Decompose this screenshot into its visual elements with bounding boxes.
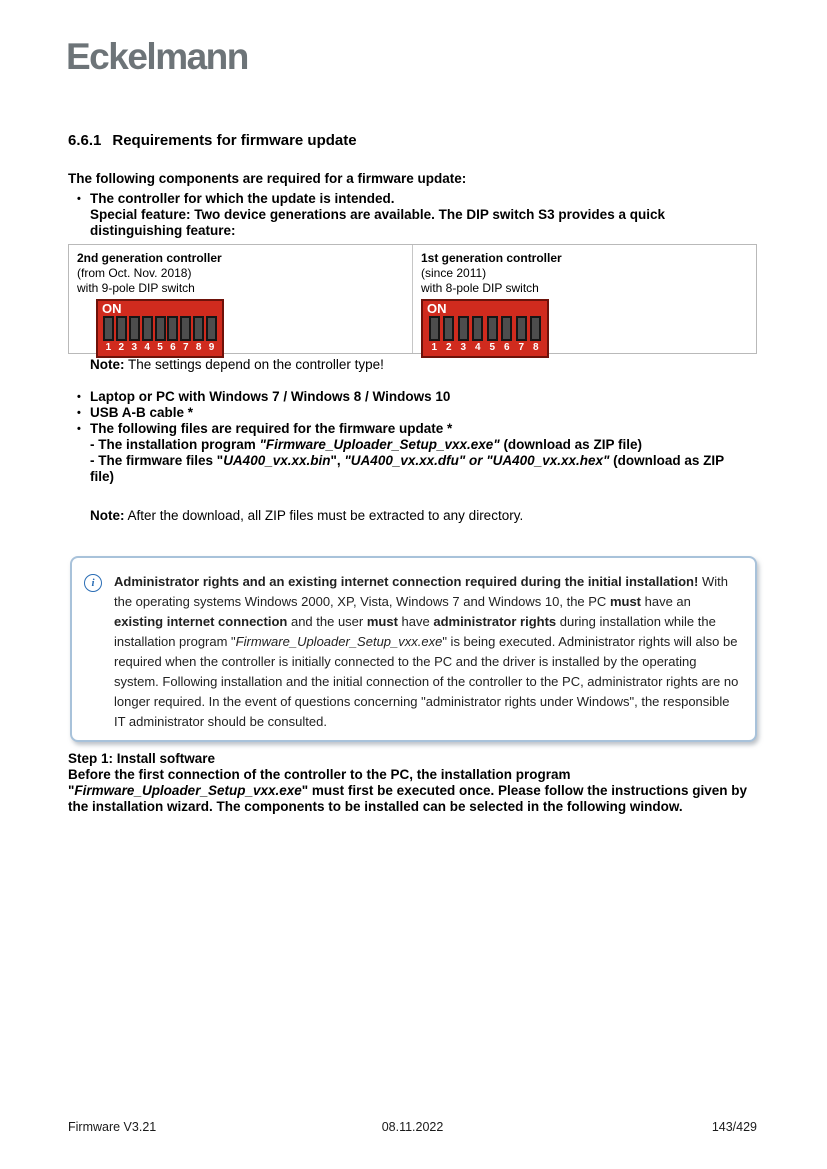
text-run: : Two device generations are available. The DIP switch S3 provides a quick distinguishing feature: [90, 207, 665, 238]
dip-pole-number: 6 [170, 342, 176, 353]
dip-pole [115, 316, 128, 354]
text-run: . Please follow the instructions given by the installation wizard. The components to be installed can be selected in the following window. [68, 783, 748, 814]
text-run: Firmware_Uploader_Setup_vxx.exe [235, 634, 443, 649]
dip-pole-number: 4 [144, 342, 150, 353]
bullet-subline-installer [90, 437, 744, 453]
dip-slot [472, 316, 483, 341]
dip-pole-number: 7 [183, 342, 189, 353]
cell-subtitle: with 9-pole DIP switch [77, 281, 195, 295]
cell-subtitle: (from Oct. Nov. 2018) [77, 266, 192, 280]
text-run: administrator rights [433, 614, 557, 629]
dip-slot [155, 316, 166, 341]
bullet-icon: • [77, 407, 81, 419]
dip-pole-number: 8 [532, 342, 539, 353]
bullet-list-components [68, 191, 744, 239]
dip-pole [456, 316, 471, 354]
footer-firmware-version: Firmware V3.21 [68, 1120, 157, 1134]
bullet-line-1: The controller for which the update is intended. [90, 191, 395, 206]
dip-pole [141, 316, 154, 354]
dip-pole [166, 316, 179, 354]
dip-switch-row [101, 316, 219, 354]
text-run: - The installation program [90, 437, 260, 452]
dip-pole-number: 5 [489, 342, 496, 353]
dip-pole [192, 316, 205, 354]
text-run: "Firmware_Uploader_Setup_vxx.exe" [259, 437, 500, 452]
bullet-text: Laptop or PC with Windows 7 / Windows 8 / Windows 10 [90, 389, 451, 404]
dip-on-label: ON [427, 301, 447, 316]
text-run: (download as ZIP file) [499, 437, 642, 452]
text-run: Special feature [90, 207, 187, 222]
dip-switch-8-pole-image [421, 299, 549, 358]
section-number: 6.6.1 [68, 132, 102, 149]
table-cell-2nd-generation [69, 245, 412, 353]
dip-slot [487, 316, 498, 341]
note-text: The settings depend on the controller type! [124, 357, 384, 372]
text-run: during installation while the installation program " [114, 614, 716, 649]
bullet-icon: • [77, 423, 81, 435]
note-zip-extract [90, 508, 523, 524]
footer-page-number: 143/429 [711, 1120, 758, 1134]
dip-pole [514, 316, 529, 354]
note-text: After the download, all ZIP files must be extracted to any directory. [124, 508, 524, 523]
dip-pole [128, 316, 141, 354]
dip-slot [501, 316, 512, 341]
controller-generation-table [68, 244, 757, 354]
dip-pole [500, 316, 515, 354]
dip-switch-9-pole-image [96, 299, 224, 358]
bullet-subline-firmware-files [90, 453, 744, 485]
dip-pole [471, 316, 486, 354]
dip-pole [442, 316, 457, 354]
info-hint-box [70, 556, 757, 742]
text-run: of the controller to the PC, the installation program " [68, 767, 571, 798]
text-run: (download as ZIP file) [90, 453, 724, 484]
dip-slot [530, 316, 541, 341]
dip-pole-number: 1 [105, 342, 112, 353]
bullet-icon: • [77, 391, 81, 403]
text-run: must [609, 594, 641, 609]
note-controller-type [90, 357, 384, 373]
hint-text [114, 572, 743, 740]
dip-slot [142, 316, 153, 341]
bullet-icon: • [77, 193, 81, 205]
text-run: once [458, 783, 491, 798]
list-item [68, 389, 744, 405]
dip-pole [102, 316, 115, 354]
dip-slot [443, 316, 454, 341]
dip-pole [427, 316, 442, 354]
footer-date: 08.11.2022 [381, 1120, 444, 1134]
eckelmann-logo: Eckelmann [66, 36, 248, 77]
step-paragraph [68, 767, 758, 815]
text-run: " is being executed. Administrator rights will also be required when the controller is initially connected to the PC and the driver is installed by the operating system. Following installation and the initial connection of the controller to the PC, administrator rights are no longer required. In the event of questions concerning "administrator rights under Windows", the responsible IT administrator should be consulted. [114, 634, 739, 729]
dip-on-label: ON [102, 301, 122, 316]
step-1-section [68, 751, 758, 815]
text-run: Before the first connection [68, 767, 240, 782]
text-run: have an [641, 594, 691, 609]
bullet-line-2 [90, 207, 744, 239]
text-run: "UA400_vx.xx.dfu" or "UA400_vx.xx.hex" [344, 453, 610, 468]
dip-slot [516, 316, 527, 341]
dip-slot [116, 316, 127, 341]
intro-line: The following components are required for a firmware update: [68, 171, 467, 186]
bullet-list-requirements [68, 389, 744, 485]
dip-slot [429, 316, 440, 341]
step-heading: Step 1: Install software [68, 751, 216, 766]
text-run: " must first be executed [301, 783, 459, 798]
dip-pole [205, 316, 218, 354]
text-run: With the operating systems Windows 2000, XP, Vista, Windows 7 and Windows 10, the PC [114, 574, 728, 609]
dip-pole-number: 6 [503, 342, 510, 353]
text-run: UA400_vx.xx.bin [223, 453, 331, 468]
list-item [68, 405, 744, 421]
text-run: and the user [287, 614, 367, 629]
page-footer [68, 1120, 757, 1134]
dip-pole-number: 2 [445, 342, 452, 353]
dip-slot [129, 316, 140, 341]
dip-pole-number: 3 [460, 342, 467, 353]
dip-slot [458, 316, 469, 341]
bullet-text: USB A-B cable * [90, 405, 194, 420]
cell-subtitle: (since 2011) [421, 266, 487, 280]
dip-slot [167, 316, 178, 341]
dip-pole-number: 8 [195, 342, 202, 353]
bullet-text: The following files are required for the firmware update * [90, 421, 453, 436]
dip-pole-number: 3 [131, 342, 137, 353]
list-item [68, 191, 744, 239]
text-run: existing internet connection [114, 614, 288, 629]
list-item [68, 421, 744, 485]
text-run: ", [330, 453, 345, 468]
dip-pole-number: 5 [157, 342, 163, 353]
dip-pole-number: 2 [118, 342, 125, 353]
info-icon: i [84, 574, 102, 592]
note-label: Note: [90, 508, 125, 523]
cell-title: 1st generation controller [421, 251, 562, 265]
dip-pole-number: 7 [518, 342, 525, 353]
text-run: must [366, 614, 398, 629]
dip-pole [485, 316, 500, 354]
dip-pole [179, 316, 192, 354]
text-run: Administrator rights and an existing internet connection required during the initial installation! [114, 574, 699, 589]
dip-pole [529, 316, 544, 354]
text-run: - The firmware files " [90, 453, 224, 468]
text-run: have [397, 614, 434, 629]
text-run: Firmware_Uploader_Setup_vxx.exe [74, 783, 302, 798]
table-cell-1st-generation [412, 245, 756, 353]
dip-pole-number: 9 [208, 342, 215, 353]
dip-slot [206, 316, 217, 341]
dip-switch-row [426, 316, 544, 354]
section-title: Requirements for firmware update [112, 132, 357, 149]
cell-subtitle: with 8-pole DIP switch [421, 281, 539, 295]
cell-title: 2nd generation controller [77, 251, 222, 265]
note-label: Note: [90, 357, 125, 372]
dip-pole-number: 4 [474, 342, 481, 353]
dip-slot [193, 316, 204, 341]
dip-pole [154, 316, 167, 354]
dip-slot [103, 316, 114, 341]
dip-pole-number: 1 [431, 342, 438, 353]
dip-slot [180, 316, 191, 341]
section-heading [68, 132, 357, 149]
